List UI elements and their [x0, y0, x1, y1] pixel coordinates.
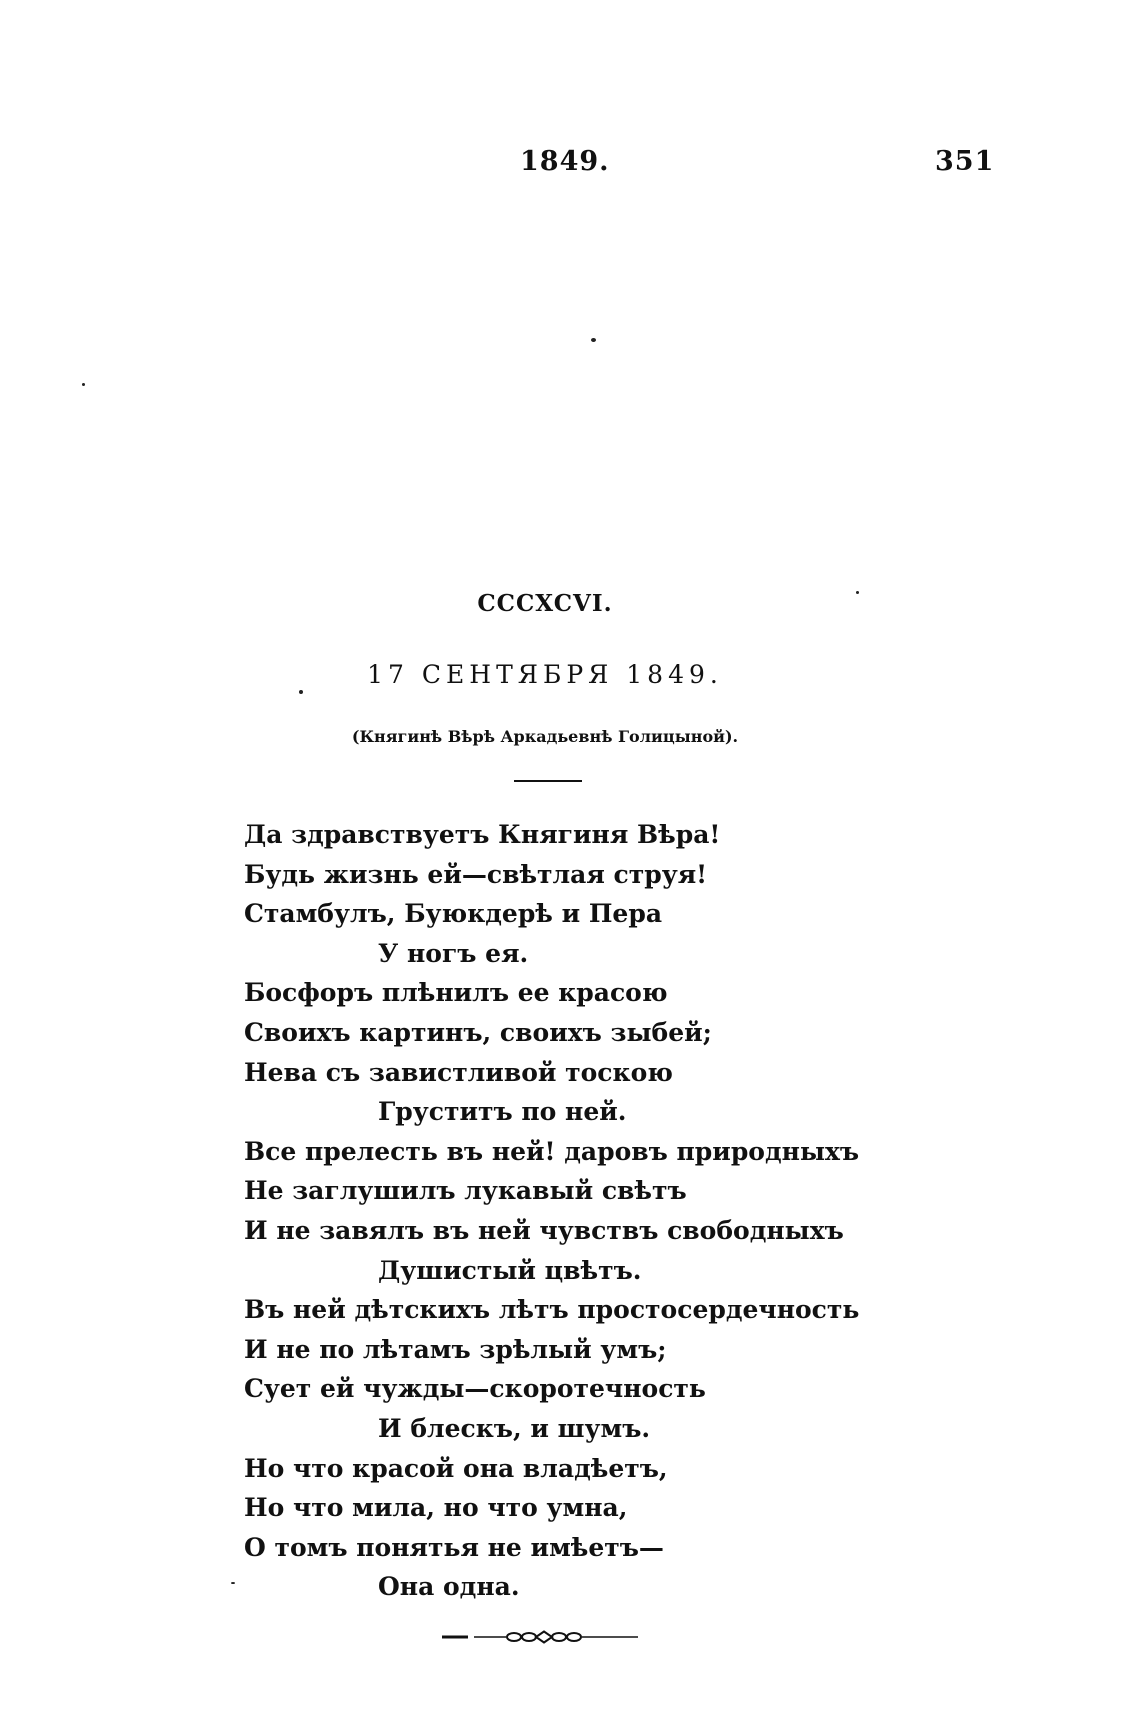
- poem-line: Все прелесть въ ней! даровъ природныхъ: [244, 1136, 860, 1166]
- poem-line: Но что красой она владѣетъ,: [244, 1453, 668, 1483]
- poem-line: И не завялъ въ ней чувствъ свободныхъ: [244, 1215, 844, 1245]
- poem-line: Не заглушилъ лукавый свѣтъ: [244, 1176, 687, 1206]
- end-ornament: [440, 1630, 640, 1644]
- scan-speck: [299, 690, 303, 694]
- poem-line: О томъ понятья не имѣетъ—: [244, 1532, 664, 1562]
- poem-date: 17 СЕНТЯБРЯ 1849.: [367, 660, 723, 689]
- poem-line: Душистый цвѣтъ.: [378, 1255, 642, 1285]
- poem-line: Но что мила, но что умна,: [244, 1493, 628, 1523]
- poem-line: Нева съ завистливой тоскою: [244, 1057, 673, 1087]
- poem-line: Будь жизнь ей—свѣтлая струя!: [244, 859, 708, 889]
- poem-dedication: (Княгинѣ Вѣрѣ Аркадьевнѣ Голицыной).: [351, 727, 739, 746]
- poem-number: CCCXCVI.: [477, 590, 613, 617]
- poem-line: Сует ей чужды—скоротечность: [244, 1374, 706, 1404]
- poem-line: Въ ней дѣтскихъ лѣтъ простосердечность: [244, 1295, 860, 1325]
- poem-line: У ногъ ея.: [378, 938, 529, 968]
- poem-line: И не по лѣтамъ зрѣлый умъ;: [244, 1334, 667, 1364]
- poem-line: Своихъ картинъ, своихъ зыбей;: [244, 1017, 712, 1047]
- running-head-year: 1849.: [520, 146, 610, 177]
- divider-rule: [514, 780, 582, 782]
- scan-speck: [231, 1582, 235, 1584]
- scan-speck: [82, 383, 85, 386]
- poem-line: Да здравствуетъ Княгиня Вѣра!: [244, 820, 721, 849]
- poem-line: Груститъ по ней.: [378, 1097, 627, 1127]
- poem-line: Стамбулъ, Буюкдерѣ и Пера: [244, 899, 663, 929]
- page-number: 351: [935, 146, 995, 177]
- poem-line: Босфоръ плѣнилъ ее красою: [244, 978, 668, 1008]
- running-head: [0, 146, 1140, 186]
- poem-line: И блескъ, и шумъ.: [378, 1413, 651, 1443]
- poem-text: [244, 815, 884, 1607]
- scan-speck: [591, 338, 596, 342]
- poem-line: Она одна.: [378, 1572, 520, 1602]
